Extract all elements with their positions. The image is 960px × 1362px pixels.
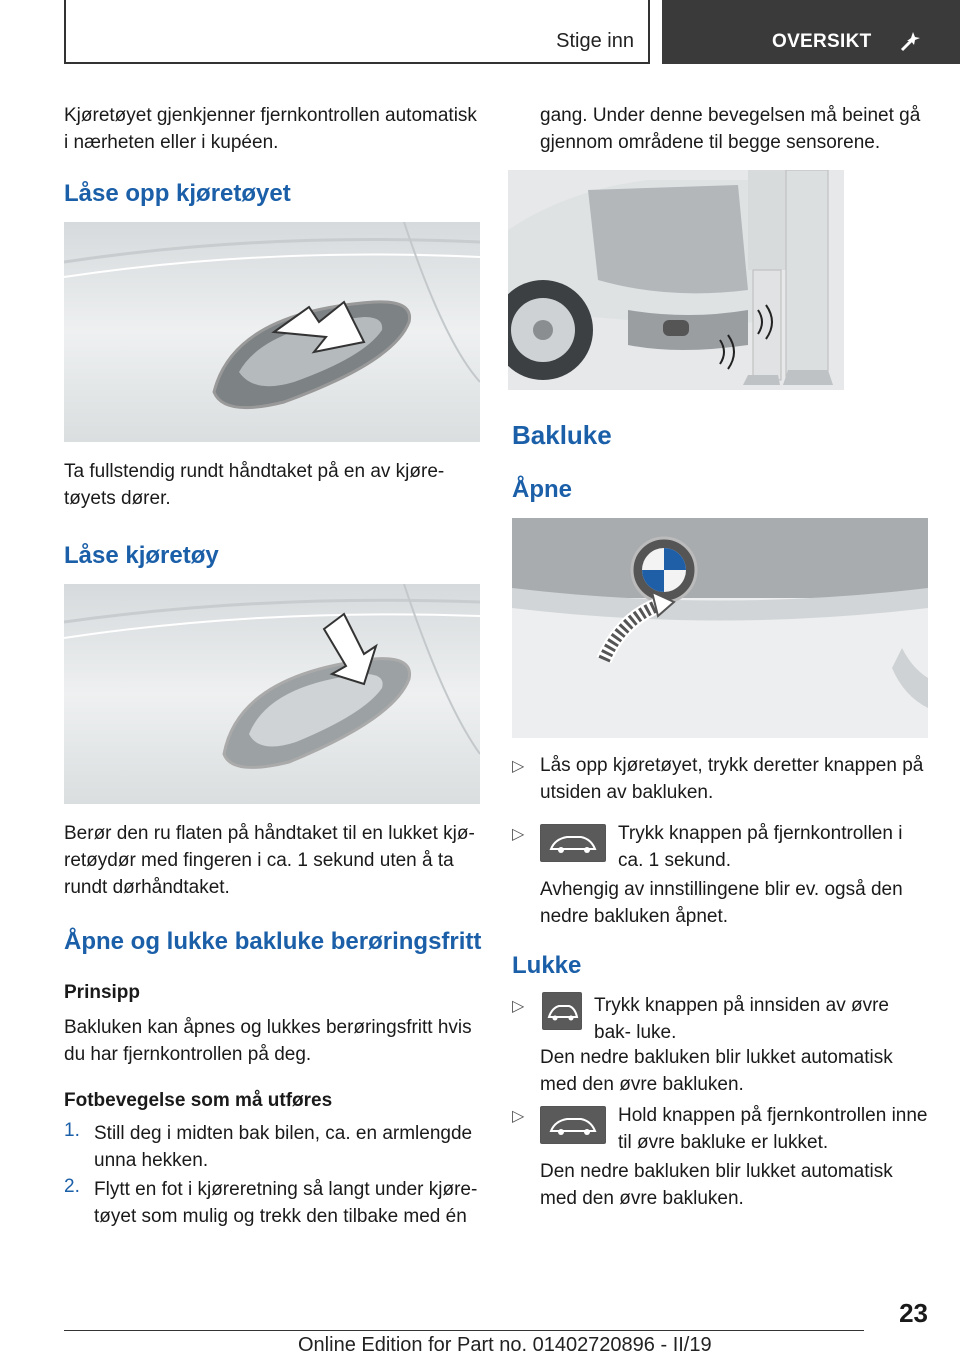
page-number: 23 — [899, 1298, 928, 1328]
header-chapter-title: OVERSIKT — [772, 31, 872, 52]
heading-open: Åpne — [512, 476, 572, 503]
heading-lock: Låse kjøretøy — [64, 542, 219, 569]
list-bullet: ▷ — [512, 758, 525, 775]
step-text: Still deg i midten bak bilen, ca. en armlengde unna hekken. — [94, 1123, 473, 1171]
close-note: Den nedre bakluken blir lukket automatisk med den øvre bakluken. — [540, 1047, 893, 1095]
door-handle-lock-illustration — [64, 584, 480, 804]
step-number: 1. — [64, 1120, 80, 1141]
footer-divider — [64, 1330, 864, 1331]
figure-door-handle-unlock — [64, 222, 480, 442]
figure-door-handle-lock — [64, 584, 480, 804]
open-item-text: Trykk knappen på fjernkontrollen i ca. 1 sekund. — [618, 823, 903, 871]
heading-unlock: Låse opp kjøretøyet — [64, 180, 291, 207]
header-section-box — [64, 0, 650, 64]
remote-tailgate-icon — [540, 824, 606, 862]
door-handle-illustration — [64, 222, 480, 442]
list-bullet: ▷ — [512, 998, 525, 1015]
unlock-text: Ta fullstendig rundt håndtaket på en av kjøre- tøyets dører. — [64, 461, 445, 509]
heading-foot-movement: Fotbevegelse som må utføres — [64, 1090, 333, 1111]
open-item-text: Lås opp kjøretøyet, trykk deretter knappen på utsiden av bakluken. — [540, 755, 924, 803]
header-chapter-tab[interactable] — [662, 0, 960, 64]
continued-text: gang. Under denne bevegelsen må beinet gå gjennom områdene til begge sensorene. — [540, 105, 921, 153]
wand-icon — [898, 30, 920, 52]
remote-tailgate-icon — [540, 1106, 606, 1144]
close-item-text: Trykk knappen på innsiden av øvre bak- luke. — [594, 995, 890, 1043]
heading-tailgate: Bakluke — [512, 420, 612, 450]
step-number: 2. — [64, 1176, 80, 1197]
list-bullet: ▷ — [512, 826, 525, 843]
tailgate-button-illustration — [512, 518, 928, 738]
figure-foot-sensor — [508, 170, 844, 390]
principle-text: Bakluken kan åpnes og lukkes berøringsfritt hvis du har fjernkontrollen på deg. — [64, 1017, 472, 1065]
heading-principle: Prinsipp — [64, 982, 141, 1003]
heading-close: Lukke — [512, 952, 582, 979]
open-note: Avhengig av innstillingene blir ev. også den nedre bakluken åpnet. — [540, 879, 903, 927]
footer-edition: Online Edition for Part no. 01402720896 - II/19 — [298, 1334, 712, 1356]
header-section-title: Stige inn — [556, 30, 634, 52]
figure-tailgate-button — [512, 518, 928, 738]
intro-text: Kjøretøyet gjenkjenner fjernkontrollen automatisk i nærheten eller i kupéen. — [64, 105, 477, 153]
heading-touchless: Åpne og lukke bakluke berøringsfritt — [64, 928, 482, 955]
interior-tailgate-button-icon — [542, 992, 582, 1030]
step-text: Flytt en fot i kjøreretning så langt under kjøre- tøyet som mulig og trekk den tilbake med én — [94, 1179, 478, 1227]
list-bullet: ▷ — [512, 1108, 525, 1125]
close-note: Den nedre bakluken blir lukket automatisk med den øvre bakluken. — [540, 1161, 893, 1209]
close-item-text: Hold knappen på fjernkontrollen inne til øvre bakluke er lukket. — [618, 1105, 928, 1153]
lock-text: Berør den ru flaten på håndtaket til en lukket kjø- retøydør med fingeren i ca. 1 sekund uten å ta rundt dørhåndtaket. — [64, 823, 475, 898]
foot-sensor-illustration — [508, 170, 844, 390]
